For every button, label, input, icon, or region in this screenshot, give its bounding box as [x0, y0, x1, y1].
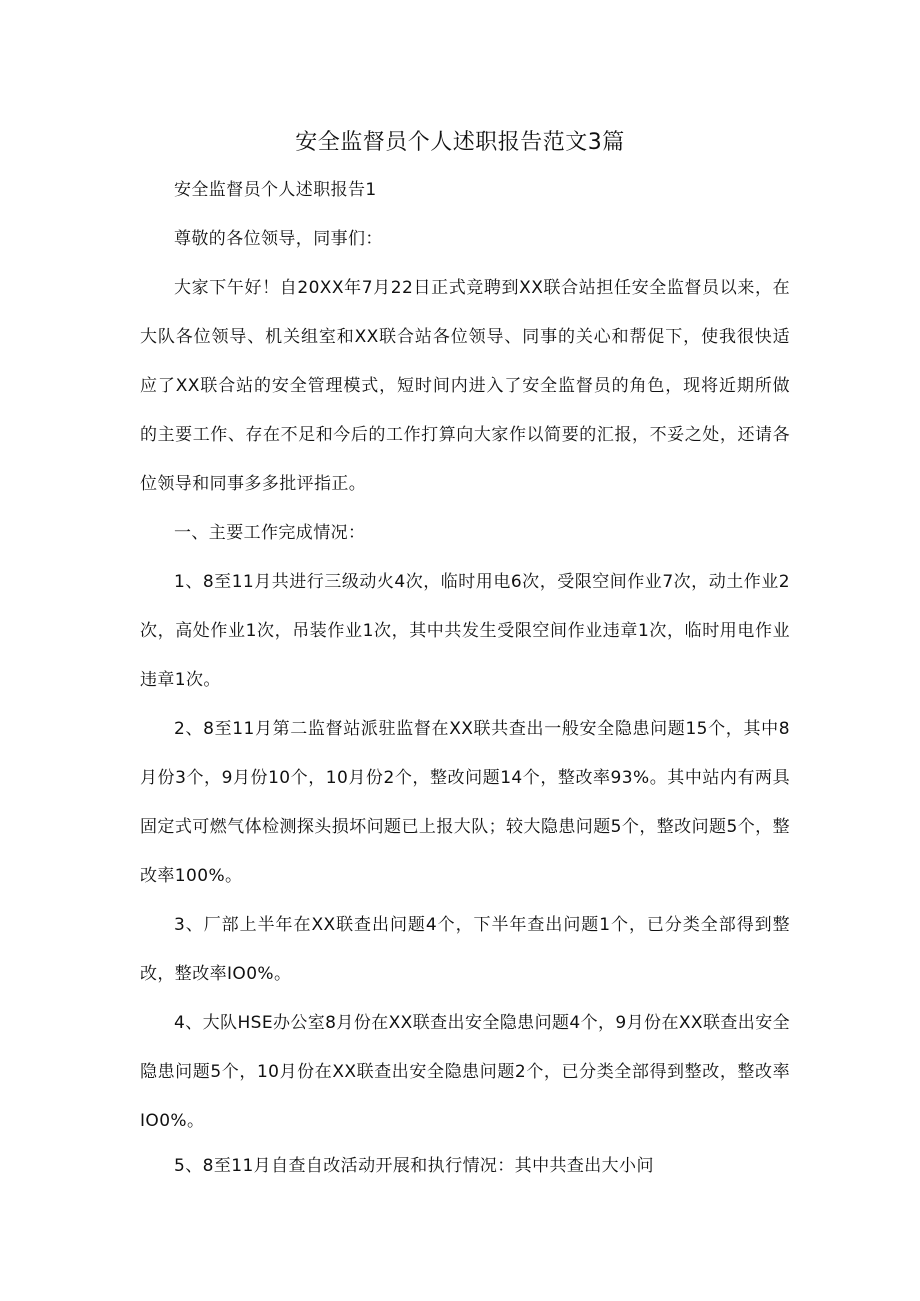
greeting: 尊敬的各位领导，同事们： — [174, 229, 383, 249]
paragraph-intro: 大家下午好！自20XX年7月22日正式竞聘到XX联合站担任安全监督员以来，在大队各位领导、机关组室和XX联合站各位领导、同事的关心和帮促下，使我很快适应了XX联合站的安全管理模式，短时间内进入了安全监督员的角色，现将近期所做的主要工作、存在不足和今后的工作打算向大家作以简要的汇报，不妥之处，还请各位领导和同事多多批评指正。 — [140, 278, 790, 494]
paragraph-item-1: 1、8至11月共进行三级动火4次，临时用电6次，受限空间作业7次，动土作业2次，高处作业1次，吊装作业1次，其中共发生受限空间作业违章1次，临时用电作业违章1次。 — [140, 572, 790, 690]
report-subtitle: 安全监督员个人述职报告1 — [174, 180, 377, 200]
document-title: 安全监督员个人述职报告范文3篇 — [295, 130, 625, 155]
paragraph-item-3: 3、厂部上半年在XX联查出问题4个，下半年查出问题1个，已分类全部得到整改，整改率IO0%。 — [140, 915, 790, 984]
paragraph-item-4: 4、大队HSE办公室8月份在XX联查出安全隐患问题4个，9月份在XX联查出安全隐患问题5个，10月份在XX联查出安全隐患问题2个，已分类全部得到整改，整改率IO0%。 — [140, 1013, 790, 1131]
paragraph-item-5: 5、8至11月自查自改活动开展和执行情况：其中共查出大小问 — [174, 1156, 654, 1176]
document-body — [140, 166, 790, 1191]
section-heading: 一、主要工作完成情况： — [174, 523, 366, 543]
paragraph-item-2: 2、8至11月第二监督站派驻监督在XX联共查出一般安全隐患问题15个，其中8月份3个，9月份10个，10月份2个，整改问题14个，整改率93%。其中站内有两具固定式可燃气体检测探头损坏问题已上报大队；较大隐患问题5个，整改问题5个，整改率100%。 — [140, 719, 790, 886]
